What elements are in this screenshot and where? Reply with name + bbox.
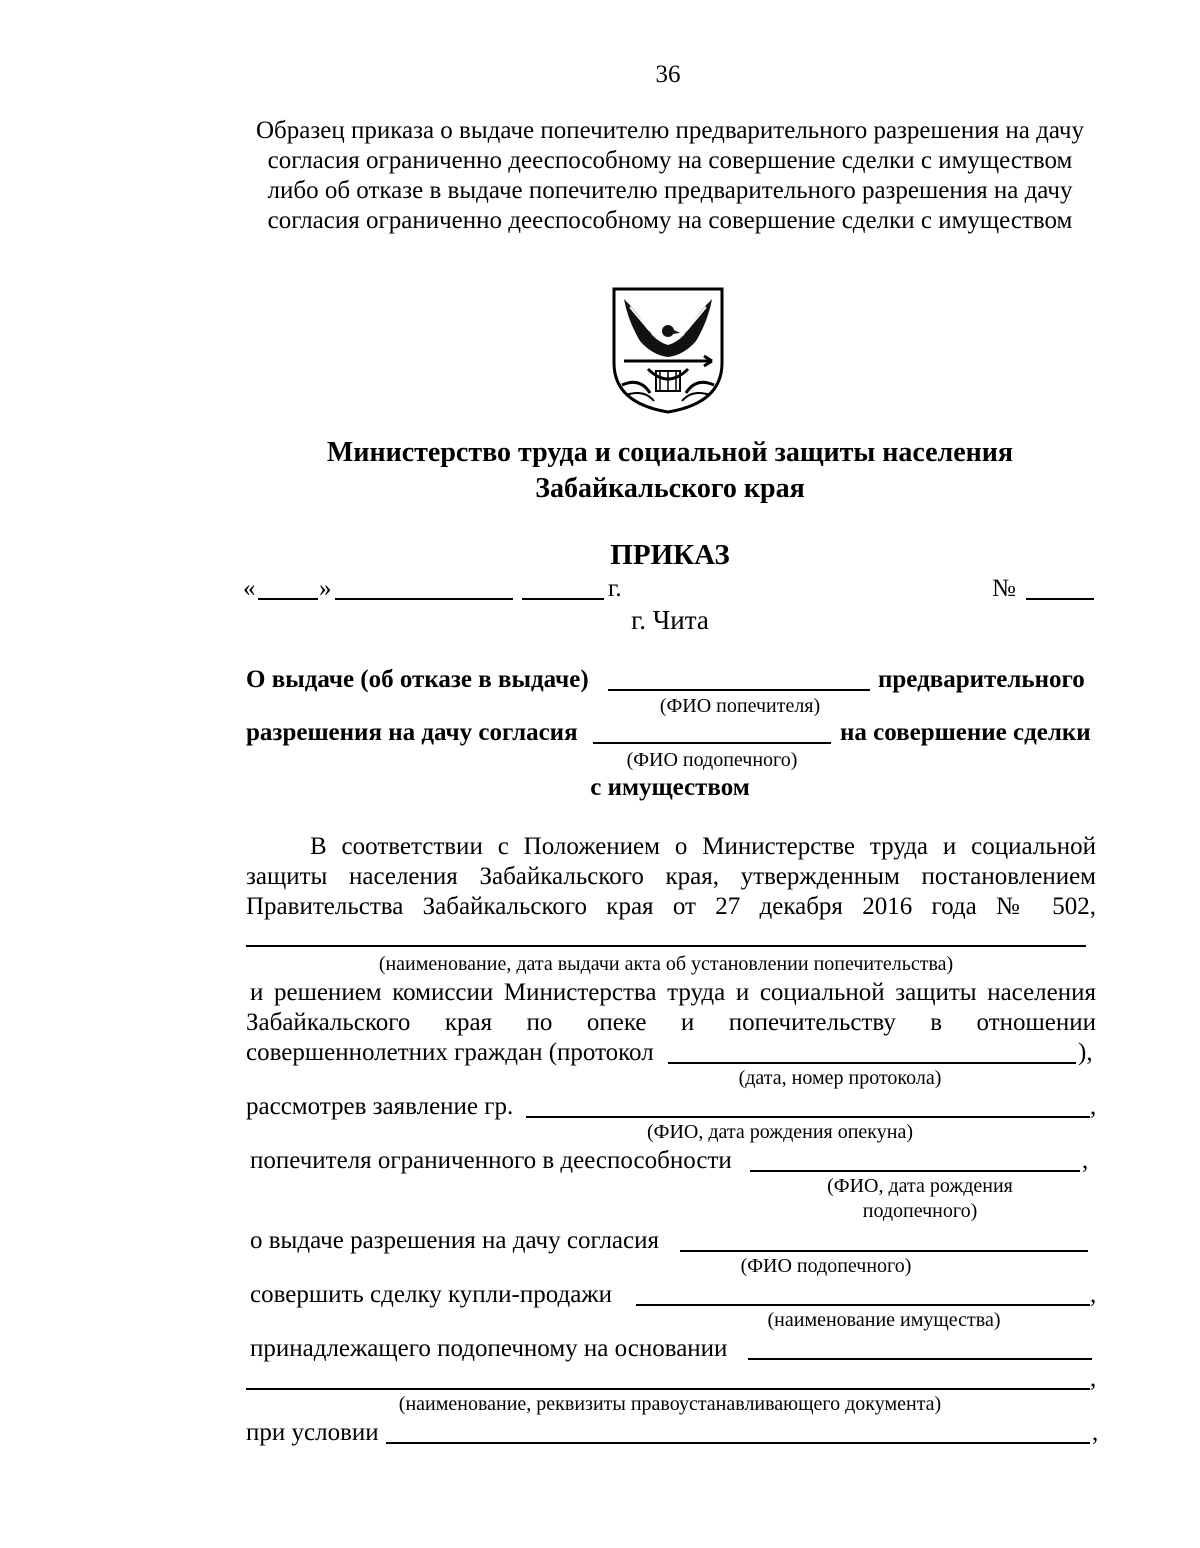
sample-title-line-1: Образец приказа о выдаче попечителю предварительного разрешения на дачу: [255, 117, 1084, 144]
heading-part-4: на совершение сделки: [840, 719, 1091, 746]
owned-basis-blank: [748, 1358, 1092, 1360]
hint-consent-ward: (ФИО подопечного): [740, 1255, 912, 1277]
owned-prefix: принадлежащего подопечному на основании: [250, 1335, 728, 1362]
para1-line-1: В соответствии с Положением о Министерстве труда и социальной: [310, 833, 1096, 860]
statement-prefix: рассмотрев заявление гр.: [246, 1093, 514, 1120]
number-label: №: [992, 575, 1016, 602]
heading-part-5: с имуществом: [590, 774, 750, 801]
para1-line-3: Правительства Забайкальского края от 27 декабря 2016 года № 502,: [246, 893, 1096, 920]
condition-comma: ,: [1092, 1419, 1099, 1446]
trustee-prefix: попечителя ограниченного в дееспособности: [250, 1147, 732, 1174]
trustee-comma: ,: [1082, 1147, 1089, 1174]
para2-line-2: Забайкальского края по опеке и попечительству в отношении: [246, 1009, 1096, 1036]
consent-ward-blank: [680, 1250, 1088, 1252]
heading-part-1: О выдаче (об отказе в выдаче): [246, 666, 589, 693]
condition-blank: [386, 1442, 1090, 1444]
condition-prefix: при условии: [246, 1419, 379, 1446]
protocol-prefix: совершеннолетних граждан (протокол: [246, 1039, 654, 1066]
hint-ward-dob-2: подопечного): [862, 1200, 978, 1222]
hint-document: (наименование, реквизиты правоустанавливающего документа): [398, 1393, 942, 1415]
sample-title-line-2: согласия ограниченно дееспособному на совершение сделки с имуществом: [267, 147, 1073, 174]
property-blank: [636, 1304, 1090, 1306]
document-comma: ,: [1090, 1365, 1097, 1392]
heading-part-3: разрешения на дачу согласия: [246, 719, 578, 746]
hint-ward-name: (ФИО подопечного): [626, 749, 798, 771]
para1-line-2: защиты населения Забайкальского края, утвержденным постановлением: [246, 863, 1096, 890]
hint-trustee-name: (ФИО попечителя): [659, 695, 821, 717]
protocol-suffix: ),: [1078, 1039, 1093, 1066]
para2-line-1: и решением комиссии Министерства труда и социальной защиты населения: [250, 979, 1096, 1006]
hint-guardian: (ФИО, дата рождения опекуна): [647, 1121, 913, 1143]
page-number: 36: [655, 61, 681, 88]
hint-property: (наименование имущества): [767, 1309, 1001, 1331]
document-blank: [246, 1388, 1090, 1390]
ministry-name-line-2: Забайкальского края: [535, 473, 805, 504]
hint-protocol: (дата, номер протокола): [738, 1067, 942, 1089]
deal-comma: ,: [1090, 1281, 1097, 1308]
sample-title-line-4: согласия ограниченно дееспособному на совершение сделки с имуществом: [267, 207, 1073, 234]
guardian-blank: [526, 1116, 1090, 1118]
hint-act: (наименование, дата выдачи акта об установлении попечительства): [378, 953, 954, 975]
deal-prefix: совершить сделку купли-продажи: [250, 1281, 612, 1308]
consent-prefix: о выдаче разрешения на дачу согласия: [250, 1227, 659, 1254]
ward-dob-blank: [750, 1170, 1080, 1172]
ministry-name-line-1: Министерство труда и социальной защиты населения: [326, 437, 1014, 468]
year-suffix: г.: [608, 575, 622, 602]
heading-part-2: предварительного: [878, 666, 1085, 693]
date-year-blank: [522, 598, 604, 600]
act-blank: [246, 945, 1086, 947]
doc-type-title: ПРИКАЗ: [610, 539, 730, 571]
date-day-blank: [258, 598, 318, 600]
order-number-blank: [1026, 598, 1094, 600]
statement-comma: ,: [1090, 1093, 1097, 1120]
city-name: г. Чита: [631, 605, 709, 635]
protocol-blank: [668, 1062, 1076, 1064]
date-close-quote: »: [319, 575, 332, 602]
coat-of-arms-icon: [610, 285, 726, 415]
sample-title-line-3: либо об отказе в выдаче попечителю предварительного разрешения на дачу: [267, 177, 1073, 204]
date-month-blank: [335, 598, 513, 600]
trustee-name-blank: [608, 689, 870, 691]
hint-ward-dob-1: (ФИО, дата рождения: [827, 1175, 1013, 1197]
ward-name-blank: [593, 742, 831, 744]
date-open-quote: «: [243, 575, 256, 602]
